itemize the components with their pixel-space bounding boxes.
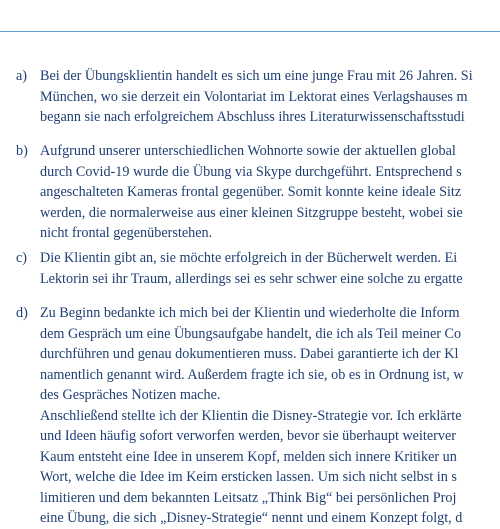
text-line: des Gespräches Notizen mache. bbox=[40, 387, 221, 403]
text-line: limitieren und dem bekannten Leitsatz „Think Big“ bei persönlichen Proj bbox=[40, 489, 457, 506]
text-line: München, wo sie derzeit ein Volontariat im Lektorat eines Verlagshauses m bbox=[40, 88, 468, 105]
text-line: nicht frontal gegenüberstehen. bbox=[40, 225, 213, 241]
list-marker: c) bbox=[16, 250, 28, 266]
text-line: Bei der Übungsklientin handelt es sich um eine junge Frau mit 26 Jahren. Si bbox=[40, 68, 473, 84]
text-line: angeschalteten Kameras frontal gegenüber. Somit konnte keine ideale Sitz bbox=[40, 184, 462, 200]
header-rule bbox=[0, 31, 500, 32]
text-line: Lektorin sei ihr Traum, allerdings sei es sehr schwer eine solche zu ergatte bbox=[40, 270, 463, 287]
list-marker: a) bbox=[16, 68, 28, 84]
text-line: und Ideen häufig sofort verworfen werden, bevor sie überhaupt weiterver bbox=[40, 428, 457, 444]
list-marker: b) bbox=[16, 143, 28, 159]
text-line: Anschließend stellte ich der Klientin die Disney-Strategie vor. Ich erklärte bbox=[40, 407, 462, 424]
list-marker: d) bbox=[16, 305, 28, 321]
text-line: durchführen und genau dokumentieren muss. Dabei garantierte ich der Kl bbox=[40, 346, 459, 362]
text-line: Wort, welche die Idee im Keim ersticken lassen. Um sich nicht selbst in s bbox=[40, 469, 457, 485]
text-line: namentlich genannt wird. Außerdem fragte ich sie, ob es in Ordnung ist, w bbox=[40, 366, 464, 383]
text-line: Die Klientin gibt an, sie möchte erfolgreich in der Bücherwelt werden. Ei bbox=[40, 250, 458, 266]
text-line: eine Übung, die sich „Disney-Strategie“ nennt und einem Konzept folgt, d bbox=[40, 510, 463, 526]
text-line: Kaum entsteht eine Idee in unserem Kopf, melden sich innere Kritiker un bbox=[40, 448, 457, 465]
text-line: begann sie nach erfolgreichem Abschluss ihres Literaturwissenschaftsstudi bbox=[40, 109, 465, 125]
text-line: Aufgrund unserer unterschiedlichen Wohnorte sowie der aktuellen global bbox=[40, 143, 456, 159]
text-line: werden, die normalerweise aus einer kleinen Sitzgruppe besteht, wobei sie bbox=[40, 204, 463, 221]
text-line: durch Covid-19 wurde die Übung via Skype durchgeführt. Entsprechend s bbox=[40, 163, 462, 180]
text-line: dem Gespräch um eine Übungsaufgabe handelt, die ich als Teil meiner Co bbox=[40, 325, 462, 342]
text-line: Zu Beginn bedankte ich mich bei der Klientin und wiederholte die Inform bbox=[40, 305, 460, 321]
